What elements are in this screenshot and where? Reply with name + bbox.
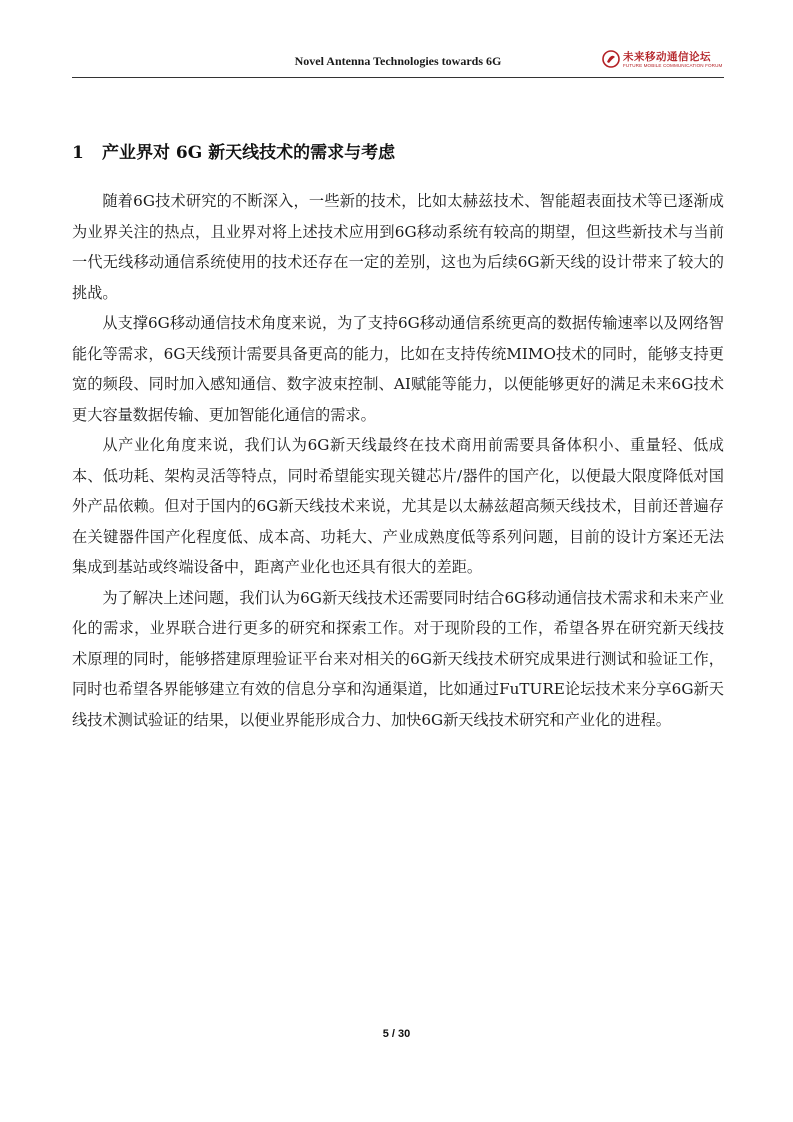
body-text (72, 186, 724, 735)
logo-english-text: FUTURE MOBILE COMMUNICATION FORUM (623, 63, 723, 68)
logo-chinese-text: 未来移动通信论坛 (623, 51, 711, 63)
forum-emblem-icon (602, 50, 620, 68)
paragraph: 从产业化角度来说，我们认为6G新天线最终在技术商用前需要具备体积小、重量轻、低成本、低功耗、架构灵活等特点，同时希望能实现关键芯片/器件的国产化，以便最大限度降低对国外产品依赖。但对于国内的6G新天线技术来说，尤其是以太赫兹超高频天线技术，目前还普遍存在关键器件国产化程度低、成本高、功耗大、产业成熟度低等系列问题，目前的设计方案还无法集成到基站或终端设备中，距离产业化也还具有很大的差距。 (72, 436, 724, 576)
header-divider (72, 77, 724, 78)
paragraph: 为了解决上述问题，我们认为6G新天线技术还需要同时结合6G移动通信技术需求和未来产业化的需求，业界联合进行更多的研究和探索工作。对于现阶段的工作，希望各界在研究新天线技术原理的同时，能够搭建原理验证平台来对相关的6G新天线技术研究成果进行测试和验证工作，同时也希望各界能够建立有效的信息分享和沟通渠道，比如通过FuTURE论坛技术来分享6G新天线技术测试验证的结果，以便业界能形成合力、加快6G新天线技术研究和产业化的进程。 (72, 588, 724, 729)
section-title: 产业界对 6G 新天线技术的需求与考虑 (102, 143, 396, 163)
document-title: Novel Antenna Technologies towards 6G (294, 54, 502, 68)
section-heading (72, 138, 395, 163)
page-number: 5 / 30 (382, 1028, 411, 1040)
page-header (72, 44, 724, 78)
future-forum-logo (602, 48, 724, 74)
paragraph: 从支撑6G移动通信技术角度来说，为了支持6G移动通信系统更高的数据传输速率以及网络智能化等需求，6G天线预计需要具备更高的能力，比如在支持传统MIMO技术的同时，能够支持更宽的频段、同时加入感知通信、数字波束控制、AI赋能等能力，以便能够更好的满足未来6G技术更大容量数据传输、更加智能化通信的需求。 (72, 314, 724, 424)
section-number: 1 (72, 143, 84, 163)
paragraph: 随着6G技术研究的不断深入，一些新的技术，比如太赫兹技术、智能超表面技术等已逐渐成为业界关注的热点，且业界对将上述技术应用到6G移动系统有较高的期望，但这些新技术与当前一代无线移动通信系统使用的技术还存在一定的差别，这也为后续6G新天线的设计带来了较大的挑战。 (72, 192, 724, 302)
